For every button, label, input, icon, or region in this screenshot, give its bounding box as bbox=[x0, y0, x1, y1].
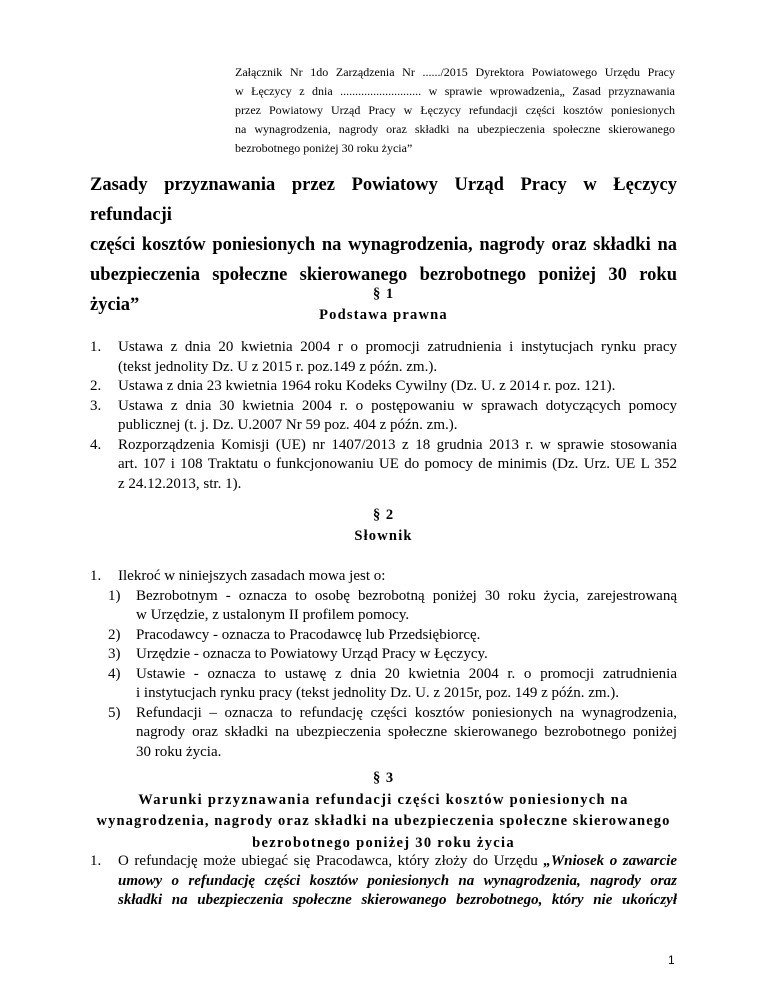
item-line: nagrody oraz składki na ubezpieczenia społeczne skierowanego bezrobotnego poniżej bbox=[136, 724, 677, 740]
glossary-intro bbox=[90, 567, 677, 587]
list-item bbox=[108, 665, 677, 704]
item-line: Ustawa z dnia 20 kwietnia 2004 r o promocji zatrudnienia i instytucjach rynku pracy bbox=[118, 339, 677, 355]
attachment-line: bezrobotnego poniżej 30 roku życia” bbox=[235, 141, 413, 155]
section-number: § 1 bbox=[372, 286, 395, 302]
item-line: w Urzędzie, z ustalonym II profilem pomocy. bbox=[136, 607, 410, 623]
section-title-line: wynagrodzenia, nagrody oraz składki na ubezpieczenia społeczne skierowanego bbox=[96, 813, 671, 829]
item-number: 5) bbox=[108, 704, 121, 721]
attachment-line: przez Powiatowy Urząd Pracy w Łęczycy refundacji części kosztów poniesionych bbox=[235, 103, 675, 117]
attachment-note bbox=[235, 63, 675, 158]
section-title-line: bezrobotnego poniżej 30 roku życia bbox=[252, 834, 515, 851]
attachment-line: Załącznik Nr 1do Zarządzenia Nr ....../2015 Dyrektora Powiatowego Urzędu Pracy bbox=[235, 65, 675, 79]
item-number: 2. bbox=[90, 378, 102, 394]
item-number: 3. bbox=[90, 397, 102, 414]
item-line: art. 107 i 108 Traktatu o funkcjonowaniu UE do pomocy de minimis (Dz. Urz. UE L 352 bbox=[118, 456, 677, 472]
list-item bbox=[108, 587, 677, 626]
list-item bbox=[90, 852, 677, 911]
section-title: Podstawa prawna bbox=[319, 307, 448, 323]
item-line: Ustawie - oznacza to ustawę z dnia 20 kwietnia 2004 r. o promocji zatrudnienia bbox=[136, 665, 677, 682]
list-item bbox=[90, 338, 677, 377]
item-number: 1) bbox=[108, 587, 121, 604]
section-title: Słownik bbox=[354, 528, 413, 544]
section-title-line: Warunki przyznawania refundacji części kosztów poniesionych na bbox=[138, 791, 629, 808]
section-1-heading bbox=[90, 284, 677, 326]
item-line: Ustawa z dnia 23 kwietnia 1964 roku Kodeks Cywilny (Dz. U. z 2014 r. poz. 121). bbox=[118, 378, 616, 394]
list-item bbox=[90, 436, 677, 495]
conditions-list bbox=[90, 852, 677, 911]
item-number: 1. bbox=[90, 568, 102, 584]
item-line: (tekst jednolity Dz. U z 2015 r. poz.149 z późn. zm.). bbox=[118, 358, 438, 375]
item-line: Refundacji – oznacza to refundację części kosztów poniesionych na wynagrodzenia, bbox=[136, 704, 677, 721]
item-line: i instytucjach rynku pracy (tekst jednolity Dz. U. z 2015r, poz. 149 z późn. zm.). bbox=[136, 685, 620, 701]
list-item bbox=[90, 397, 677, 436]
item-number: 2) bbox=[108, 626, 121, 643]
item-line: 30 roku życia. bbox=[136, 743, 222, 760]
title-line: ubezpieczenia społeczne skierowanego bezrobotnego poniżej 30 roku życia” bbox=[90, 265, 677, 315]
list-item bbox=[108, 704, 677, 763]
title-line: Zasady przyznawania przez Powiatowy Urząd Pracy w Łęczycy refundacji bbox=[90, 175, 677, 225]
list-item bbox=[90, 377, 677, 397]
item-line: Bezrobotnym - oznacza to osobę bezrobotną poniżej 30 roku życia, zarejestrowaną bbox=[136, 587, 677, 604]
item-line: Ilekroć w niniejszych zasadach mowa jest o: bbox=[118, 568, 386, 584]
section-number: § 2 bbox=[372, 507, 395, 523]
section-2-heading bbox=[90, 505, 677, 547]
item-number: 1. bbox=[90, 339, 102, 355]
item-line: Pracodawcy - oznacza to Pracodawcę lub Przedsiębiorcę. bbox=[136, 626, 481, 643]
item-line: Urzędzie - oznacza to Powiatowy Urząd Pracy w Łęczycy. bbox=[136, 646, 488, 662]
legal-basis-list bbox=[90, 338, 677, 494]
item-line: publicznej (t. j. Dz. U.2007 Nr 59 poz. 404 z późn. zm.). bbox=[118, 417, 458, 433]
glossary-list bbox=[108, 587, 677, 763]
section-3-heading bbox=[90, 768, 677, 854]
attachment-line: na wynagrodzenia, nagrody oraz składki na ubezpieczenia społeczne skierowanego bbox=[235, 122, 675, 136]
item-text: O refundację może ubiegać się Pracodawca, który złoży do Urzędu bbox=[118, 853, 544, 869]
list-item bbox=[90, 567, 677, 587]
item-number: 4. bbox=[90, 436, 102, 453]
item-number: 3) bbox=[108, 646, 121, 662]
item-line bbox=[118, 852, 677, 872]
item-number: 4) bbox=[108, 665, 121, 682]
item-line: Rozporządzenia Komisji (UE) nr 1407/2013 z 18 grudnia 2013 r. w sprawie stosowania bbox=[118, 436, 677, 453]
list-item bbox=[108, 626, 677, 646]
page-number: 1 bbox=[668, 953, 675, 967]
item-number: 1. bbox=[90, 853, 102, 869]
list-item bbox=[108, 645, 677, 665]
item-line: z 24.12.2013, str. 1). bbox=[118, 475, 242, 492]
item-line: Ustawa z dnia 30 kwietnia 2004 r. o postępowaniu w sprawach dotyczących pomocy bbox=[118, 397, 677, 414]
section-number: § 3 bbox=[372, 770, 395, 786]
title-line: części kosztów poniesionych na wynagrodzenia, nagrody oraz składki na bbox=[90, 235, 677, 255]
emphasized-text: „Wniosek o zawarcie bbox=[543, 853, 677, 869]
attachment-line: w Łęczycy z dnia ........................... w sprawie wprowadzenia„ Zasad przyznawania bbox=[235, 84, 675, 98]
emphasized-line: składki na ubezpieczenia społeczne skierowanego bezrobotnego, który nie ukończył bbox=[118, 892, 677, 908]
emphasized-line: umowy o refundację części kosztów poniesionych na wynagrodzenia, nagrody oraz bbox=[118, 872, 677, 889]
